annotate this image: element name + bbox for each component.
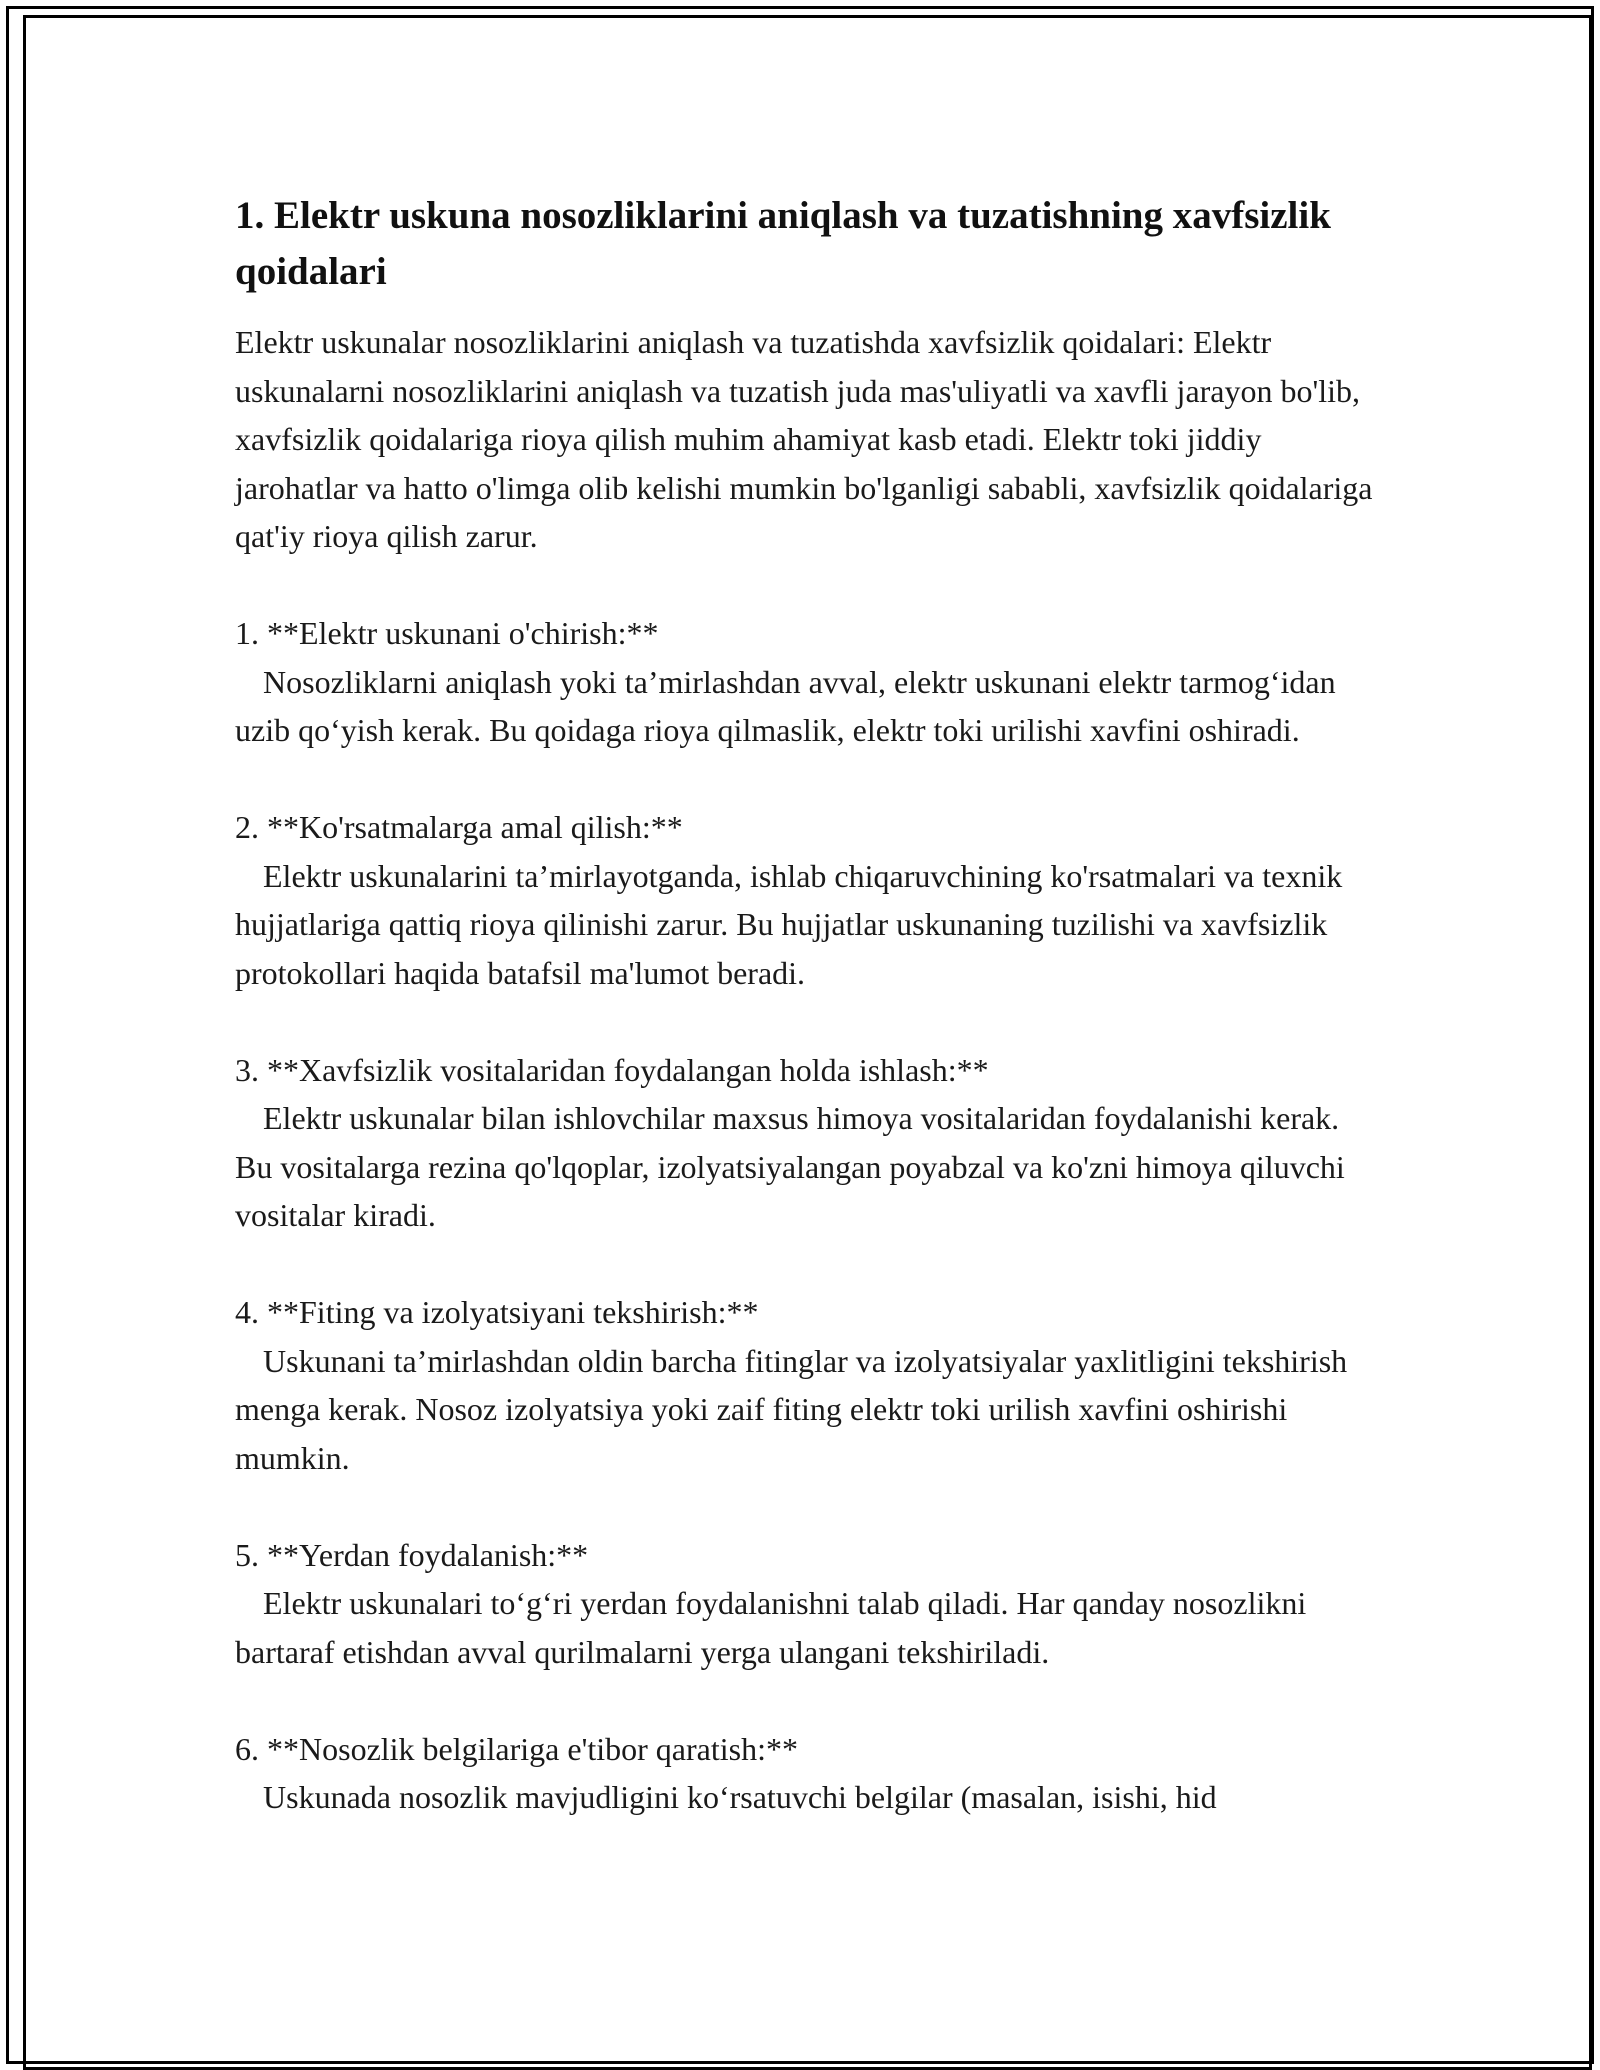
- list-item-body: Nosozliklarni aniqlash yoki ta’mirlashdan avval, elektr uskunani elektr tarmog‘idan uzib qo‘yish kerak. Bu qoidaga rioya qilmaslik, elektr toki urilishi xavfini oshiradi.: [235, 663, 1336, 748]
- list-item-heading: 1. **Elektr uskunani o'chirish:**: [235, 615, 659, 651]
- list-item-heading: 2. **Ko'rsatmalarga amal qilish:**: [235, 809, 683, 845]
- intro-paragraph: Elektr uskunalar nosozliklarini aniqlash va tuzatishda xavfsizlik qoidalari: Elektr uskunalarni nosozliklarini aniqlash va tuzatish juda mas'uliyatli va xavfli jarayon bo'lib, xavfsizlik qoidalariga rioya qilish muhim ahamiyat kasb etadi. Elektr toki jiddiy jarohatlar va hatto o'limga olib kelishi mumkin bo'lganligi sababli, xavfsizlik qoidalariga qat'iy rioya qilish zarur.: [235, 324, 1373, 554]
- list-item-body: Elektr uskunalar bilan ishlovchilar maxsus himoya vositalaridan foydalanishi kerak. Bu vositalarga rezina qo'lqoplar, izolyatsiyalangan poyabzal va ko'zni himoya qiluvchi vositalar kiradi.: [235, 1100, 1345, 1233]
- list-item: [235, 803, 1375, 997]
- list-item-heading: 4. **Fiting va izolyatsiyani tekshirish:**: [235, 1294, 759, 1330]
- document-content: [235, 188, 1375, 1822]
- list-item-body: Elektr uskunalari to‘g‘ri yerdan foydalanishni talab qiladi. Har qanday nosozlikni bartaraf etishdan avval qurilmalarni yerga ulangani tekshiriladi.: [235, 1585, 1307, 1670]
- list-item-heading: 3. **Xavfsizlik vositalaridan foydalangan holda ishlash:**: [235, 1051, 989, 1088]
- list-item-heading: 6. **Nosozlik belgilariga e'tibor qaratish:**: [235, 1730, 798, 1767]
- list-item: [235, 1046, 1375, 1240]
- list-item-heading: 5. **Yerdan foydalanish:**: [235, 1536, 589, 1573]
- list-item: [235, 1531, 1375, 1677]
- list-item: [235, 1725, 1375, 1822]
- list-item-body: Uskunada nosozlik mavjudligini ko‘rsatuvchi belgilar (masalan, isishi, hid: [263, 1779, 1217, 1815]
- list-item-body: Uskunani ta’mirlashdan oldin barcha fitinglar va izolyatsiyalar yaxlitligini tekshirish menga kerak. Nosoz izolyatsiya yoki zaif fiting elektr toki urilish xavfini oshirishi mumkin.: [235, 1342, 1348, 1476]
- list-item: [235, 1288, 1375, 1482]
- list-item-body: Elektr uskunalarini ta’mirlayotganda, ishlab chiqaruvchining ko'rsatmalari va texnik hujjatlariga qattiq rioya qilinishi zarur. Bu hujjatlar uskunaning tuzilishi va xavfsizlik protokollari haqida batafsil ma'lumot beradi.: [235, 857, 1343, 991]
- list-item: [235, 609, 1375, 755]
- document-title: 1. Elektr uskuna nosozliklarini aniqlash va tuzatishning xavfsizlik qoidalari: [235, 194, 1331, 293]
